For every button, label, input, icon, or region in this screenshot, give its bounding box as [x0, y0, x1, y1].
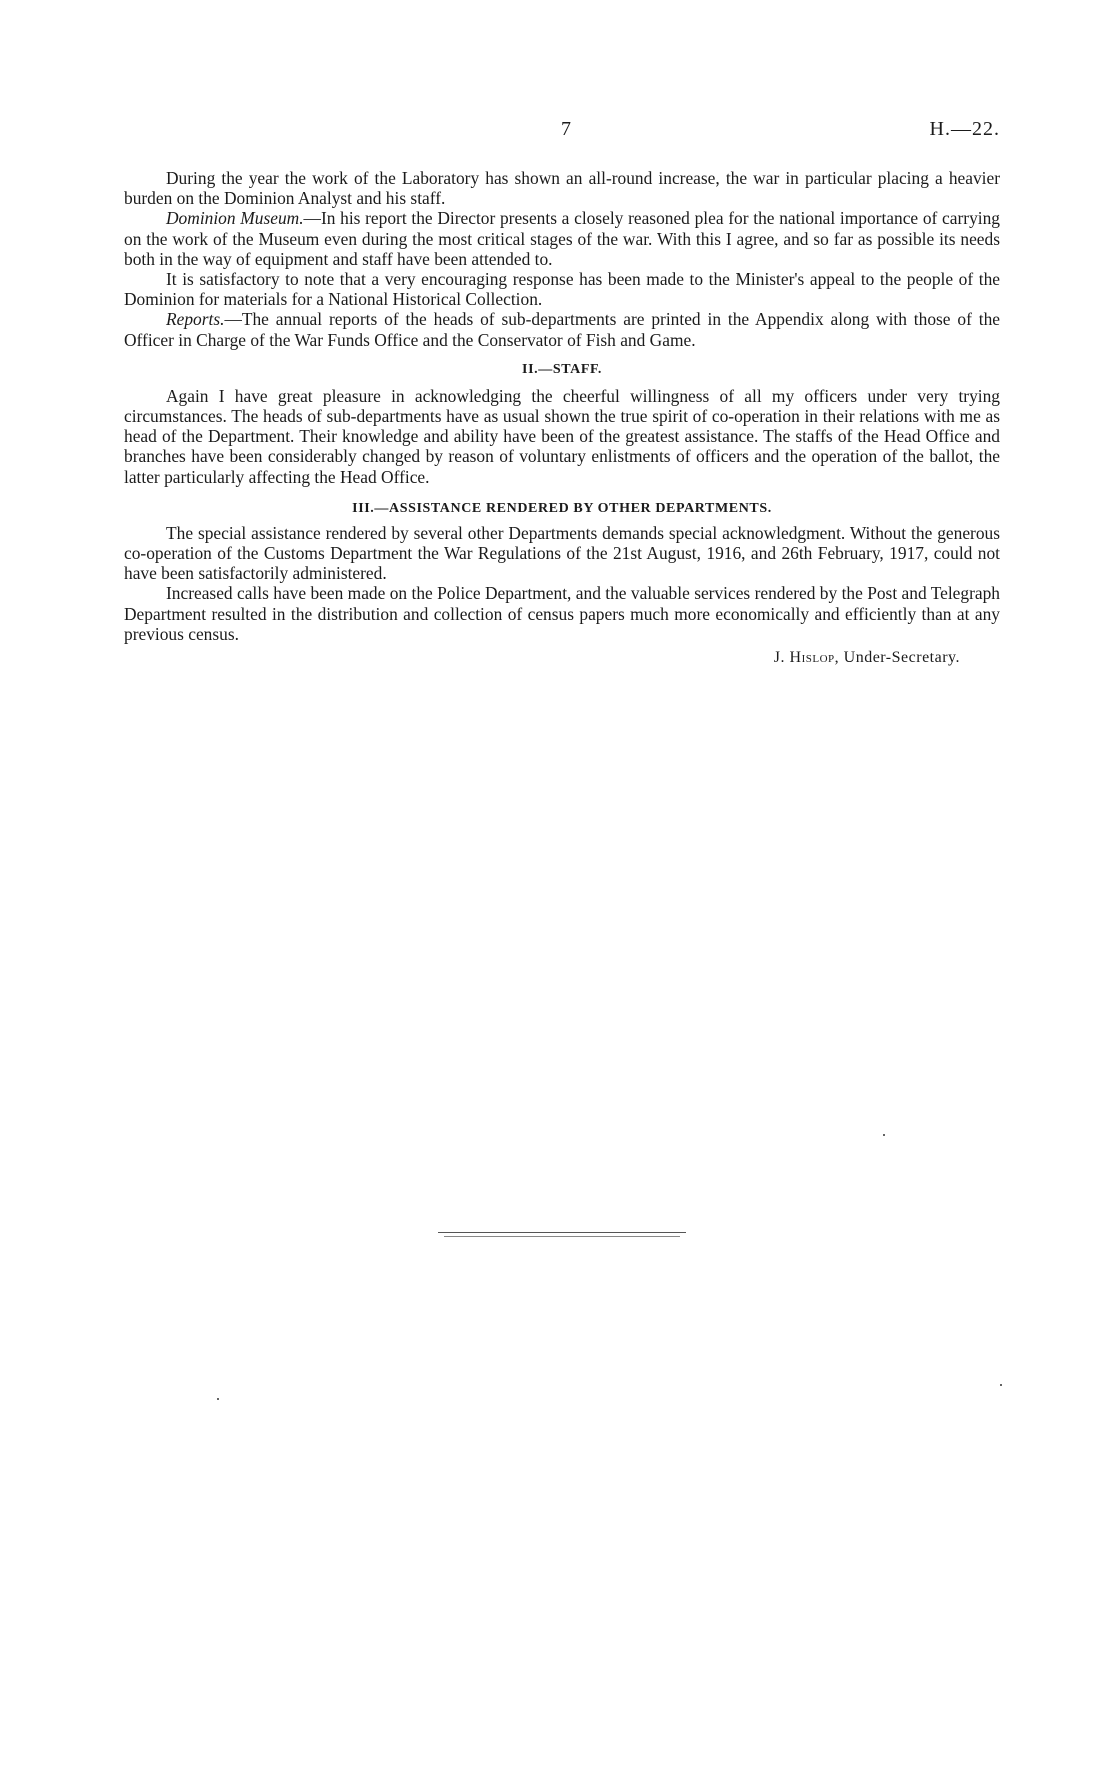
paragraph-lead: Reports. [166, 309, 225, 330]
paragraph-reports [124, 309, 1000, 349]
end-rule [438, 1232, 686, 1233]
paragraph-assistance [124, 523, 1000, 584]
paragraph-historical-collection [124, 269, 1000, 309]
signature-name: Hislop [789, 649, 835, 667]
section-heading-staff: II.—STAFF. [522, 361, 602, 377]
paragraph-text: The special assistance rendered by several other Departments demands special acknowledgment. Without the generous co-operation of the Customs Department the War Regulations of the 21st August, 1916, and 26th February, 1917, could not have been satisfactorily administered. [124, 522, 1000, 584]
signature [124, 648, 960, 668]
paragraph-text: During the year the work of the Laboratory has shown an all-round increase, the war in particular placing a heavier burden on the Dominion Analyst and his staff. [124, 168, 1000, 209]
print-speck [883, 1134, 885, 1136]
section-heading-assistance: III.—ASSISTANCE RENDERED BY OTHER DEPARTMENTS. [352, 500, 772, 516]
paragraph-staff [124, 386, 1000, 487]
document-body [124, 168, 1000, 668]
paragraph-text: Increased calls have been made on the Police Department, and the valuable services rendered by the Post and Telegraph Department resulted in the distribution and collection of census papers much more economically and efficiently than at any previous census. [124, 583, 1000, 644]
paragraph-lead: Dominion Museum. [166, 208, 304, 229]
paragraph-text: —In his report the Director presents a closely reasoned plea for the national importance of carrying on the work of the Museum even during the most critical stages of the war. With this I agree, and so far as possible its needs both in the way of equipment and staff have been attended to. [124, 208, 1000, 269]
paragraph-text: Again I have great pleasure in acknowledging the cheerful willingness of all my officers under very trying circumstances. The heads of sub-departments have as usual shown the true spirit of co-operation in their relations with me as head of the Department. Their knowledge and ability have been of the greatest assistance. The staffs of the Head Office and branches have been considerably changed by reason of voluntary enlistments of officers and the operation of the ballot, the latter particularly affecting the Head Office. [124, 385, 1000, 487]
signature-title: , Under-Secretary. [834, 649, 960, 667]
print-speck [1000, 1384, 1002, 1386]
paragraph-laboratory [124, 168, 1000, 208]
paragraph-police [124, 583, 1000, 644]
paragraph-text: It is satisfactory to note that a very encouraging response has been made to the Minister's appeal to the people of the Dominion for materials for a National Historical Collection. [124, 269, 1000, 310]
signature-initial: J. [773, 649, 790, 667]
page-header [124, 118, 1000, 148]
paragraph-text: —The annual reports of the heads of sub-departments are printed in the Appendix along with those of the Officer in Charge of the War Funds Office and the Conservator of Fish and Game. [124, 309, 1000, 350]
document-reference: H.—22. [929, 118, 1000, 140]
page-number: 7 [561, 118, 571, 140]
print-speck [217, 1398, 219, 1400]
paragraph-dominion-museum [124, 208, 1000, 269]
